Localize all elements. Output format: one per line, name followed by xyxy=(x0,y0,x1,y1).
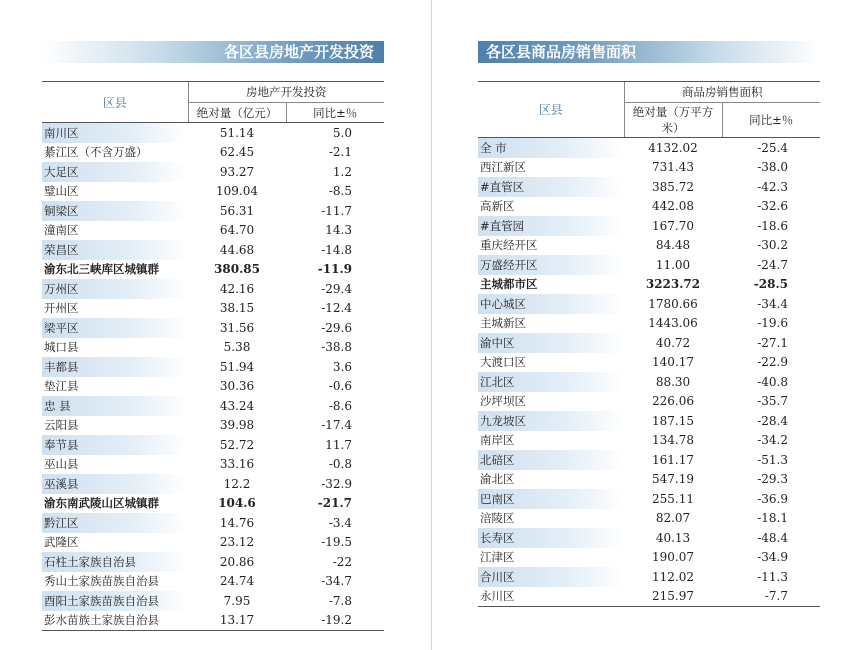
absolute-value-cell: 43.24 xyxy=(219,398,255,413)
yoy-header: 同比±％ xyxy=(286,103,384,123)
absolute-value-cell: 161.17 xyxy=(652,452,694,467)
yoy-value-cell: -34.9 xyxy=(757,550,788,565)
district-cell: 秀山土家族苗族自治县 xyxy=(44,574,159,589)
table-row xyxy=(42,299,384,319)
yoy-value-cell: -29.4 xyxy=(321,281,352,296)
district-cell: 北碚区 xyxy=(478,450,624,470)
district-cell: 梁平区 xyxy=(42,318,188,338)
district-cell: 垫江县 xyxy=(44,379,79,394)
yoy-value-cell: -19.2 xyxy=(286,611,384,631)
district-cell: 涪陵区 xyxy=(480,511,515,526)
table-row xyxy=(42,279,384,299)
yoy-value-cell: -29.6 xyxy=(321,320,352,335)
yoy-value-cell: -35.7 xyxy=(757,394,788,409)
table-row xyxy=(42,357,384,377)
absolute-value-cell: 1780.66 xyxy=(648,296,698,311)
table-row xyxy=(42,221,384,241)
table-row xyxy=(42,611,384,631)
sales-group-header: 商品房销售面积 xyxy=(624,82,820,103)
investment-group-header: 房地产开发投资 xyxy=(188,82,384,103)
investment-title-banner xyxy=(42,41,384,63)
sales-area-table-body xyxy=(478,138,820,607)
table-row xyxy=(42,455,384,475)
absolute-value-cell: 4132.02 xyxy=(648,140,698,155)
table-row xyxy=(42,435,384,455)
absolute-value-cell: 24.74 xyxy=(219,574,255,589)
table-row xyxy=(478,528,820,548)
table-row xyxy=(42,260,384,280)
absolute-value-cell: 215.97 xyxy=(624,587,722,607)
absolute-value-cell: 44.68 xyxy=(219,242,255,257)
yoy-value-cell: -11.7 xyxy=(321,203,352,218)
absolute-value-cell: 226.06 xyxy=(652,394,694,409)
table-row xyxy=(478,197,820,217)
absolute-value-cell: 109.04 xyxy=(216,184,258,199)
yoy-value-cell: -8.5 xyxy=(328,184,352,199)
yoy-value-cell: -32.6 xyxy=(757,199,788,214)
district-cell: 重庆经开区 xyxy=(480,238,538,253)
absolute-value-cell: 42.16 xyxy=(219,281,255,296)
yoy-value-cell: -22 xyxy=(332,554,352,569)
district-cell: 九龙坡区 xyxy=(478,411,624,431)
yoy-value-cell: -3.4 xyxy=(328,515,352,530)
yoy-value-cell: -7.7 xyxy=(722,587,820,607)
absolute-value-cell: 30.36 xyxy=(219,379,255,394)
yoy-value-cell: -11.9 xyxy=(317,262,352,277)
district-cell: #直管区 xyxy=(478,177,624,197)
district-cell: 忠 县 xyxy=(42,396,188,416)
absolute-value-cell: 93.27 xyxy=(219,164,255,179)
absolute-value-cell: 51.94 xyxy=(219,359,255,374)
district-cell: 武隆区 xyxy=(44,535,79,550)
absolute-value-cell: 7.95 xyxy=(223,593,251,608)
yoy-value-cell: -28.4 xyxy=(757,413,788,428)
yoy-value-cell: -30.2 xyxy=(757,238,788,253)
yoy-value-cell: -19.6 xyxy=(757,316,788,331)
yoy-value-cell: 14.3 xyxy=(325,223,352,238)
table-row xyxy=(42,162,384,182)
absolute-value-cell: 84.48 xyxy=(655,238,691,253)
district-cell: 铜梁区 xyxy=(42,201,188,221)
yoy-value-cell: -7.8 xyxy=(328,593,352,608)
district-cell: 大渡口区 xyxy=(480,355,526,370)
table-row xyxy=(42,513,384,533)
district-cell: 开州区 xyxy=(44,301,79,316)
table-row xyxy=(478,548,820,568)
table-row xyxy=(478,411,820,431)
absolute-value-cell: 442.08 xyxy=(652,199,694,214)
absolute-value-cell: 56.31 xyxy=(219,203,255,218)
district-cell: 潼南区 xyxy=(44,223,79,238)
absolute-value-cell: 547.19 xyxy=(652,472,694,487)
absolute-value-cell: 140.17 xyxy=(652,355,694,370)
district-cell: 中心城区 xyxy=(478,294,624,314)
district-cell: 南岸区 xyxy=(480,433,515,448)
absolute-value-cell: 112.02 xyxy=(652,569,694,584)
absolute-header: 绝对量（万平方米） xyxy=(624,103,722,138)
district-cell: 主城新区 xyxy=(480,316,526,331)
yoy-value-cell: -18.1 xyxy=(757,511,788,526)
district-cell: 璧山区 xyxy=(44,184,79,199)
district-cell: 荣昌区 xyxy=(42,240,188,260)
absolute-value-cell: 31.56 xyxy=(219,320,255,335)
district-cell: 彭水苗族土家族自治县 xyxy=(42,611,188,631)
table-row xyxy=(478,509,820,529)
yoy-value-cell: 1.2 xyxy=(332,164,352,179)
investment-table xyxy=(42,81,384,631)
absolute-value-cell: 167.70 xyxy=(652,218,694,233)
yoy-value-cell: -38.0 xyxy=(757,160,788,175)
table-row xyxy=(478,177,820,197)
table-row xyxy=(478,255,820,275)
district-cell: #直管园 xyxy=(478,216,624,236)
table-row xyxy=(478,294,820,314)
absolute-value-cell: 380.85 xyxy=(214,262,260,277)
absolute-value-cell: 104.6 xyxy=(218,496,256,511)
absolute-value-cell: 88.30 xyxy=(655,374,691,389)
table-row xyxy=(478,275,820,295)
absolute-value-cell: 20.86 xyxy=(219,554,255,569)
table-row xyxy=(42,572,384,592)
district-cell: 巫山县 xyxy=(44,457,79,472)
yoy-value-cell: -22.9 xyxy=(757,355,788,370)
table-row xyxy=(478,236,820,256)
yoy-value-cell: -18.6 xyxy=(757,218,788,233)
table-row xyxy=(42,552,384,572)
table-row xyxy=(42,377,384,397)
district-cell: 黔江区 xyxy=(42,513,188,533)
yoy-value-cell: -25.4 xyxy=(757,140,788,155)
yoy-value-cell: -8.6 xyxy=(328,398,352,413)
absolute-value-cell: 1443.06 xyxy=(648,316,698,331)
table-row xyxy=(478,314,820,334)
district-cell: 沙坪坝区 xyxy=(480,394,526,409)
yoy-value-cell: -27.1 xyxy=(757,335,788,350)
yoy-value-cell: -28.5 xyxy=(753,277,788,292)
absolute-value-cell: 255.11 xyxy=(652,491,694,506)
yoy-value-cell: -32.9 xyxy=(321,476,352,491)
district-cell: 酉阳土家族苗族自治县 xyxy=(42,591,188,611)
absolute-header: 绝对量（亿元） xyxy=(188,103,286,123)
absolute-value-cell: 51.14 xyxy=(219,125,255,140)
absolute-value-cell: 52.72 xyxy=(219,437,255,452)
table-row xyxy=(42,143,384,163)
yoy-value-cell: -21.7 xyxy=(317,496,352,511)
absolute-value-cell: 39.98 xyxy=(219,418,255,433)
district-cell: 南川区 xyxy=(42,123,188,143)
yoy-header: 同比±％ xyxy=(722,103,820,138)
yoy-value-cell: -42.3 xyxy=(757,179,788,194)
district-cell: 合川区 xyxy=(478,567,624,587)
sales-title-banner xyxy=(478,41,820,63)
district-header: 区县 xyxy=(478,82,624,138)
district-cell: 巴南区 xyxy=(478,489,624,509)
absolute-value-cell: 62.45 xyxy=(219,145,255,160)
district-cell: 主城都市区 xyxy=(480,277,538,292)
absolute-value-cell: 13.17 xyxy=(188,611,286,631)
table-row xyxy=(478,587,820,607)
district-cell: 长寿区 xyxy=(478,528,624,548)
yoy-value-cell: 3.6 xyxy=(332,359,352,374)
table-row xyxy=(42,474,384,494)
district-cell: 江津区 xyxy=(480,550,515,565)
absolute-value-cell: 5.38 xyxy=(223,340,251,355)
yoy-value-cell: -34.2 xyxy=(757,433,788,448)
table-row xyxy=(42,123,384,143)
table-row xyxy=(42,338,384,358)
yoy-value-cell: -36.9 xyxy=(757,491,788,506)
table-row xyxy=(478,353,820,373)
table-row xyxy=(478,372,820,392)
absolute-value-cell: 38.15 xyxy=(219,301,255,316)
district-cell: 万盛经开区 xyxy=(478,255,624,275)
district-cell: 西江新区 xyxy=(480,160,526,175)
yoy-value-cell: -40.8 xyxy=(757,374,788,389)
sales-title: 各区县商品房销售面积 xyxy=(486,43,637,61)
investment-table-body xyxy=(42,123,384,631)
table-row xyxy=(42,201,384,221)
yoy-value-cell: -11.3 xyxy=(757,569,788,584)
yoy-value-cell: -0.8 xyxy=(328,457,352,472)
absolute-value-cell: 33.16 xyxy=(219,457,255,472)
table-row xyxy=(42,318,384,338)
yoy-value-cell: -19.5 xyxy=(321,535,352,550)
table-row xyxy=(478,333,820,353)
yoy-value-cell: -48.4 xyxy=(757,530,788,545)
district-cell: 城口县 xyxy=(44,340,79,355)
yoy-value-cell: -34.7 xyxy=(321,574,352,589)
table-row xyxy=(42,396,384,416)
absolute-value-cell: 11.00 xyxy=(655,257,691,272)
district-cell: 大足区 xyxy=(42,162,188,182)
table-row xyxy=(478,138,820,158)
absolute-value-cell: 64.70 xyxy=(219,223,255,238)
absolute-value-cell: 23.12 xyxy=(219,535,255,550)
absolute-value-cell: 14.76 xyxy=(219,515,255,530)
district-cell: 綦江区（不含万盛） xyxy=(44,145,148,160)
district-cell: 万州区 xyxy=(42,279,188,299)
sales-area-table xyxy=(478,81,820,607)
yoy-value-cell: -14.8 xyxy=(321,242,352,257)
absolute-value-cell: 3223.72 xyxy=(645,277,701,292)
yoy-value-cell: -17.4 xyxy=(321,418,352,433)
table-row xyxy=(478,158,820,178)
district-cell: 渝东北三峡库区城镇群 xyxy=(44,262,159,277)
district-cell: 云阳县 xyxy=(44,418,79,433)
table-row xyxy=(42,182,384,202)
absolute-value-cell: 385.72 xyxy=(652,179,694,194)
absolute-value-cell: 82.07 xyxy=(655,511,691,526)
district-cell: 渝东南武陵山区城镇群 xyxy=(44,496,159,511)
district-header: 区县 xyxy=(42,82,188,123)
yoy-value-cell: -51.3 xyxy=(757,452,788,467)
yoy-value-cell: -29.3 xyxy=(757,472,788,487)
table-row xyxy=(42,533,384,553)
table-row xyxy=(42,494,384,514)
table-row xyxy=(478,216,820,236)
table-row xyxy=(42,416,384,436)
yoy-value-cell: -0.6 xyxy=(328,379,352,394)
table-row xyxy=(478,431,820,451)
yoy-value-cell: -38.8 xyxy=(321,340,352,355)
district-cell: 永川区 xyxy=(478,587,624,607)
district-cell: 奉节县 xyxy=(42,435,188,455)
absolute-value-cell: 190.07 xyxy=(652,550,694,565)
yoy-value-cell: -24.7 xyxy=(757,257,788,272)
yoy-value-cell: -34.4 xyxy=(757,296,788,311)
absolute-value-cell: 187.15 xyxy=(652,413,694,428)
yoy-value-cell: 5.0 xyxy=(332,125,352,140)
table-row xyxy=(478,489,820,509)
table-row xyxy=(478,470,820,490)
absolute-value-cell: 12.2 xyxy=(223,476,251,491)
table-row xyxy=(478,567,820,587)
absolute-value-cell: 40.13 xyxy=(655,530,691,545)
district-cell: 丰都县 xyxy=(42,357,188,377)
yoy-value-cell: -2.1 xyxy=(328,145,352,160)
district-cell: 渝中区 xyxy=(478,333,624,353)
district-cell: 渝北区 xyxy=(480,472,515,487)
district-cell: 江北区 xyxy=(478,372,624,392)
district-cell: 全 市 xyxy=(478,138,624,158)
absolute-value-cell: 731.43 xyxy=(652,160,694,175)
page-gutter xyxy=(431,0,432,650)
table-row xyxy=(42,591,384,611)
investment-title: 各区县房地产开发投资 xyxy=(223,43,374,61)
yoy-value-cell: -12.4 xyxy=(321,301,352,316)
table-row xyxy=(478,392,820,412)
district-cell: 巫溪县 xyxy=(42,474,188,494)
absolute-value-cell: 40.72 xyxy=(655,335,691,350)
table-row xyxy=(478,450,820,470)
district-cell: 石柱土家族自治县 xyxy=(42,552,188,572)
district-cell: 高新区 xyxy=(480,199,515,214)
yoy-value-cell: 11.7 xyxy=(325,437,352,452)
table-row xyxy=(42,240,384,260)
absolute-value-cell: 134.78 xyxy=(652,433,694,448)
